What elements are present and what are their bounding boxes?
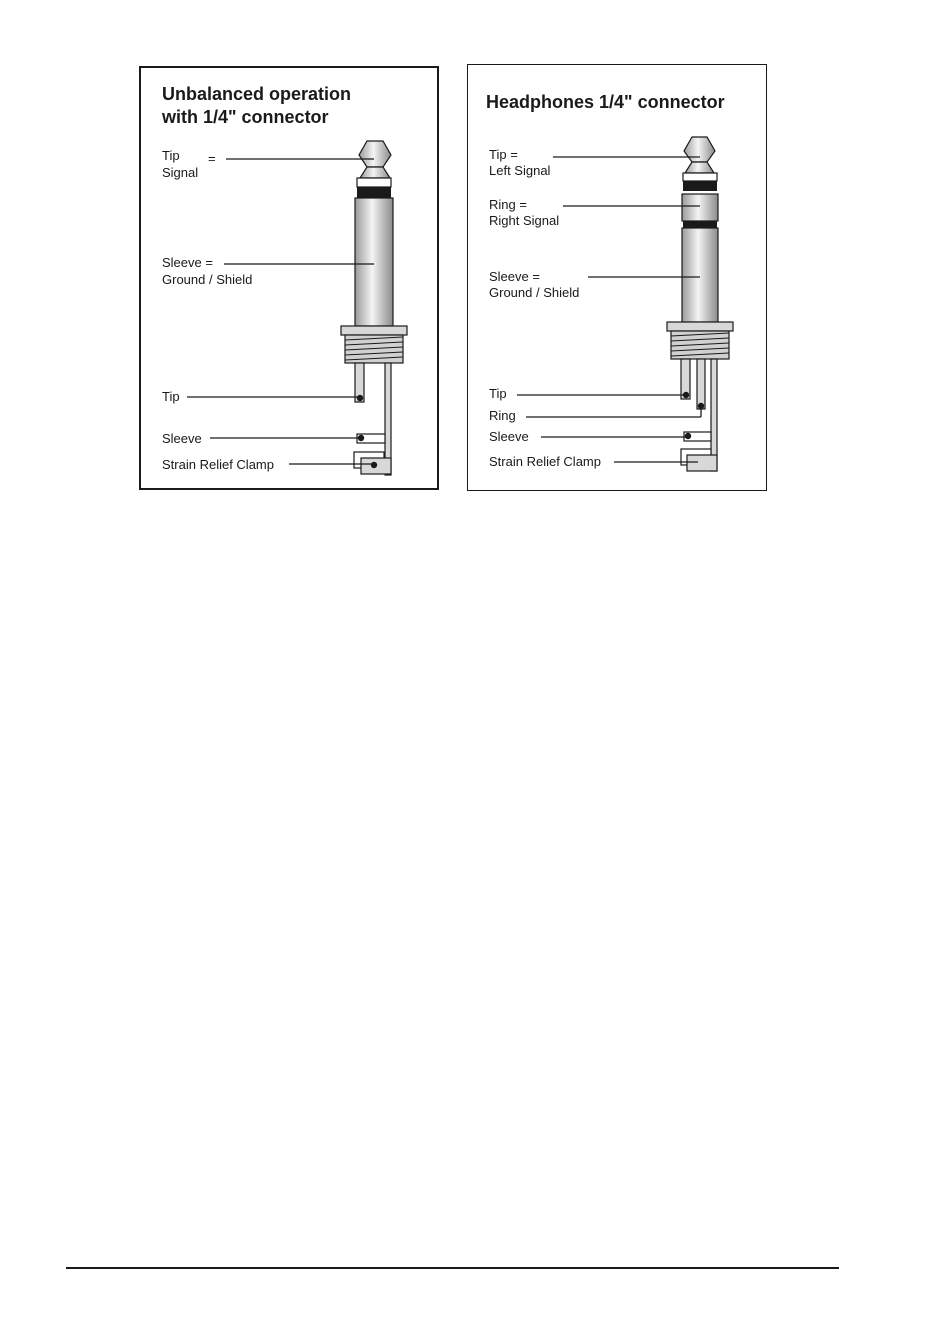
footer-divider: [66, 1267, 839, 1269]
plug-sleeve: [682, 228, 718, 322]
plug-sleeve: [355, 198, 393, 326]
label-strain-relief: Strain Relief Clamp: [162, 457, 274, 472]
strain-relief-clamp: [687, 455, 717, 471]
label-wire-tip: Tip: [162, 389, 180, 404]
label-tip: Tip =: [489, 147, 518, 162]
plug-tip-collar: [683, 173, 717, 181]
label-left-signal: Left Signal: [489, 163, 551, 178]
plug-insulator-2: [683, 221, 717, 228]
plug-tip-neck: [360, 167, 390, 178]
title-line-1: Unbalanced operation: [162, 84, 352, 104]
plug-insulator-1: [683, 181, 717, 191]
label-ground-shield: Ground / Shield: [162, 272, 253, 287]
headphones-connector-panel: [467, 64, 767, 491]
label-wire-sleeve: Sleeve: [162, 431, 202, 446]
label-right-signal: Right Signal: [489, 213, 560, 228]
label-wire-tip: Tip: [489, 386, 507, 401]
plug-insulator: [357, 187, 391, 198]
plug-tip-collar: [357, 178, 391, 187]
label-ground-shield: Ground / Shield: [489, 285, 580, 300]
title-line-2: with 1/4" connector: [162, 107, 329, 127]
leader-lines: [187, 159, 374, 464]
sleeve-terminal: [711, 359, 717, 471]
label-strain-relief: Strain Relief Clamp: [489, 454, 601, 469]
plug-tip-neck: [685, 162, 714, 173]
label-ring: Ring =: [489, 197, 527, 212]
plug-flange: [341, 326, 407, 335]
strain-relief-point: [371, 462, 377, 468]
tip-solder-point: [357, 395, 363, 401]
ring-terminal: [697, 359, 705, 409]
unbalanced-connector-panel: [139, 66, 439, 490]
label-wire-sleeve: Sleeve: [489, 429, 529, 444]
panel-title: Headphones 1/4" connector: [486, 92, 725, 112]
label-tip-equals: =: [208, 151, 216, 166]
plug-tip: [359, 141, 391, 167]
label-tip: Tip: [162, 148, 180, 163]
label-sleeve: Sleeve =: [162, 255, 213, 270]
label-signal: Signal: [162, 165, 199, 180]
plug-ring: [682, 194, 718, 221]
sleeve-solder-point: [685, 433, 691, 439]
label-sleeve: Sleeve =: [489, 269, 540, 284]
label-wire-ring: Ring: [489, 408, 516, 423]
plug-tip: [684, 137, 715, 162]
plug-flange: [667, 322, 733, 331]
leader-lines: [517, 157, 701, 462]
panel-title: [162, 83, 351, 129]
